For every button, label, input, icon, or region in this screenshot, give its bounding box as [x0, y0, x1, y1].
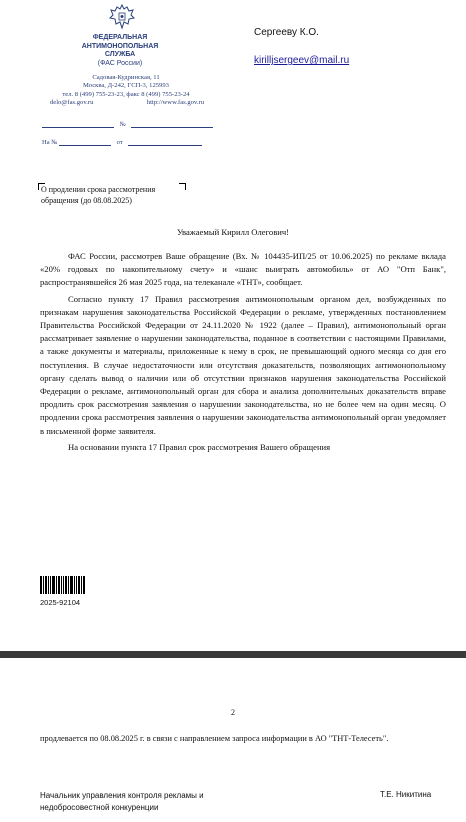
agency-email: delo@fas.gov.ru — [50, 99, 94, 107]
body-paragraph-3: На основании пункта 17 Правил срок рассмотрения Вашего обращения — [68, 441, 331, 452]
on-label: На № — [42, 139, 58, 146]
page-number: 2 — [231, 708, 235, 717]
number-sign: № — [119, 121, 126, 128]
signatory-position — [40, 790, 204, 814]
subject-text: О продлении срока рассмотрения обращения (до 08.08.2025) — [41, 185, 156, 205]
from-label: от — [116, 139, 123, 146]
recipient-name: Сергееву К.О. — [254, 27, 319, 38]
outgoing-number-line — [42, 121, 213, 128]
agency-line-1: ФЕДЕРАЛЬНАЯ — [92, 34, 148, 41]
letter-subject — [41, 184, 181, 206]
agency-line-2: АНТИМОНОПОЛЬНАЯ — [81, 42, 159, 50]
agency-address — [36, 74, 216, 108]
letter-body — [40, 250, 446, 454]
russian-emblem-icon — [107, 2, 137, 32]
agency-line-3: СЛУЖБА — [104, 51, 136, 58]
registration-number: 2025-92104 — [40, 598, 81, 607]
body-paragraph-2: Согласно пункту 17 Правил рассмотрения антимонопольным органом дел, возбужденных по признакам нарушения законодательства Российской Федерации о рекламе, утвержденных постановлением Правительства Российской Федерации от 24.11.2020 № 1922 (далее – Правил), антимонопольный орган рассматривает заявление о нарушении законодательства, поданное в соответствии с настоящими Правилами, а также документы и материалы, приложенные к нему в срок, не превышающий одного месяца со дня его поступления. В случае недостаточности или отсутствия доказательств, позволяющих антимонопольному органу сделать вывод о наличии или об отсутствии признаков нарушения законодательства Российской Федерации о рекламе, антимонопольный орган для сбора и анализа дополнительных доказательств вправе продлить срок рассмотрения заявления о нарушении законодательства, но не более чем на один месяц. О продлении срока рассмотрения заявления о нарушении законодательства антимонопольный орган уведомляет в письменной форме заявителя. — [40, 293, 446, 436]
address-line-1: Садовая-Кудринская, 11 — [92, 74, 160, 81]
agency-website: http://www.fas.gov.ru — [146, 99, 204, 107]
agency-short: (ФАС России) — [97, 59, 143, 67]
barcode — [40, 576, 90, 594]
page-divider — [0, 651, 466, 658]
agency-name — [60, 34, 180, 68]
recipient-email-link[interactable]: kirilljsergeev@mail.ru — [254, 55, 350, 66]
address-line-2: Москва, Д-242, ГСП-3, 125993 — [83, 82, 169, 90]
signatory-name: Т.Е. Никитина — [380, 790, 432, 799]
greeting: Уважаемый Кирилл Олегович! — [176, 227, 290, 237]
position-line-2: недобросовестной конкуренции — [40, 803, 159, 812]
body-paragraph-1: ФАС России, рассмотрев Ваше обращение (Вх. № 104435-ИП/25 от 10.06.2025) по рекламе вклада «20% годовых по накопительному счету» и «шанс выиграть автомобиль» от АО "Отп Банк", распространявшейся 26 мая 2025 года, на телеканале «ТНТ», сообщает. — [40, 251, 446, 288]
address-line-3: тел. 8 (499) 755-23-23, факс 8 (499) 755-23-24 — [62, 90, 190, 98]
reference-number-line — [42, 139, 202, 146]
continuation-text: продлевается по 08.08.2025 г. в связи с направлением запроса информации в АО "ТНТ-Телесеть". — [40, 734, 389, 743]
position-line-1: Начальник управления контроля рекламы и — [40, 791, 204, 800]
